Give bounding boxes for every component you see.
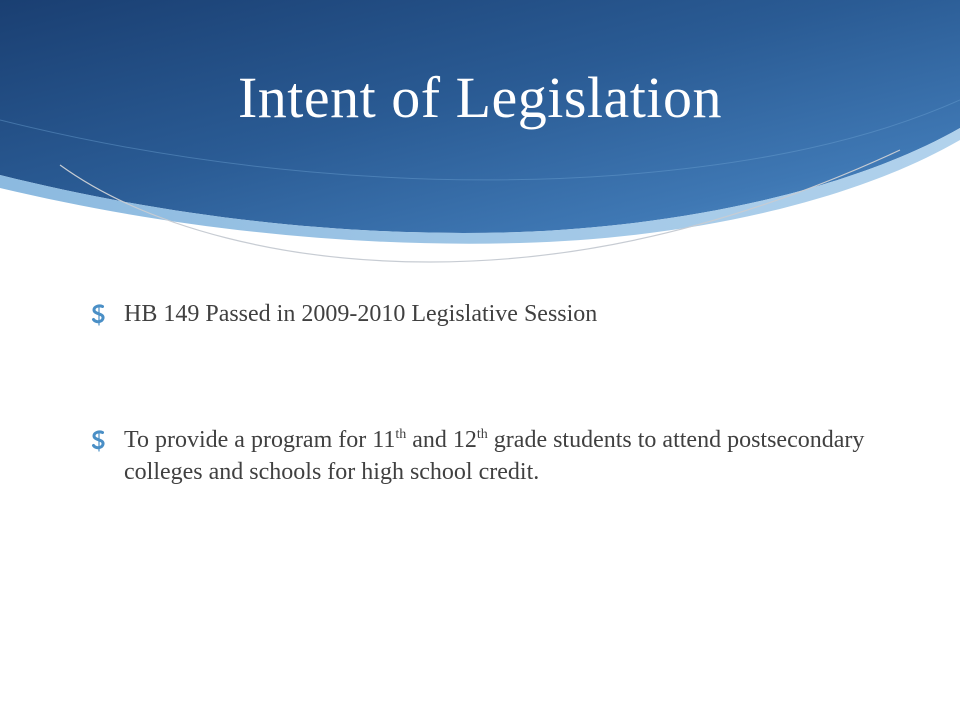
bullet-text-part: grade students to attend postsecondary colleges and schools for high school credit. [124, 427, 865, 485]
slide-title: Intent of Legislation [237, 65, 723, 130]
bullet-text-part: and 12 [406, 427, 477, 453]
header-banner [0, 0, 960, 270]
bullet-text: HB 149 Passed in 2009-2010 Legislative Session [124, 301, 598, 327]
bullet-text [124, 424, 870, 488]
ordinal-suffix: th [476, 427, 488, 442]
flourish-bullet-icon [90, 304, 108, 326]
bullet-item [90, 424, 870, 524]
ordinal-suffix: th [395, 427, 407, 442]
bullet-item [90, 298, 870, 332]
bullet-text-part: To provide a program for 11 [124, 427, 396, 453]
flourish-bullet-icon [90, 430, 108, 452]
